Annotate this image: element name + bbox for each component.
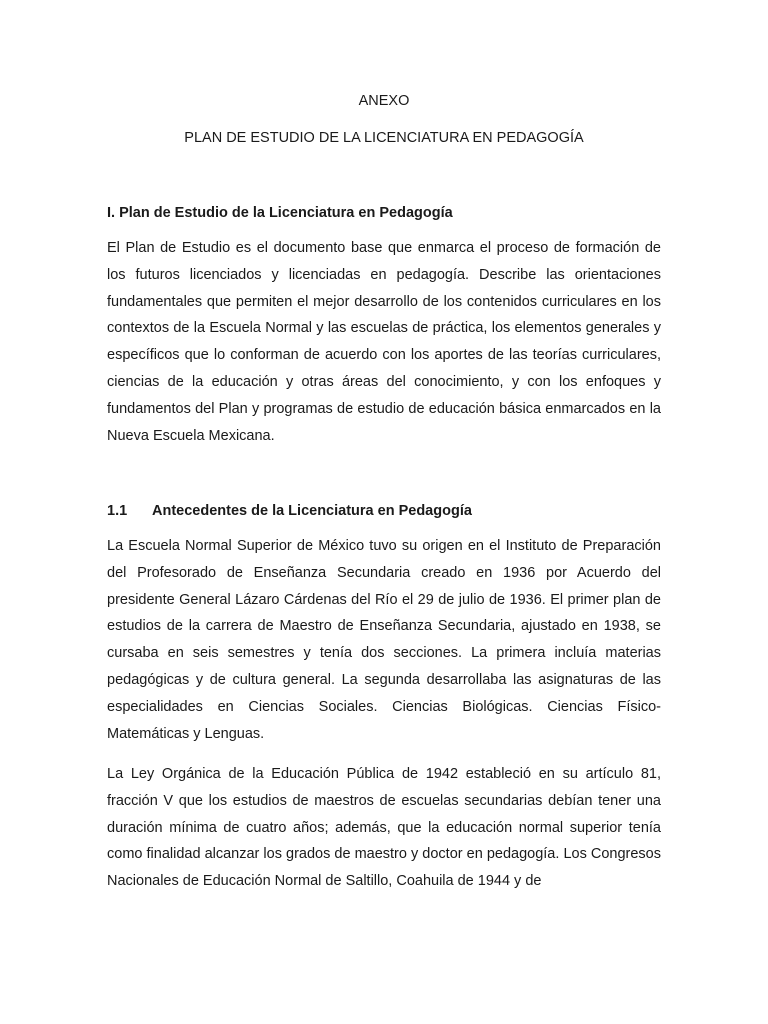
plan-title: PLAN DE ESTUDIO DE LA LICENCIATURA EN PEDAGOGÍA	[184, 130, 584, 146]
section-number: 1.1	[107, 503, 128, 519]
section-heading-1: I. Plan de Estudio de la Licenciatura en Pedagogía	[107, 205, 453, 221]
section-heading-1-1	[107, 501, 472, 521]
section-title: Antecedentes de la Licenciatura en Pedagogía	[152, 503, 472, 519]
section-1-paragraph: El Plan de Estudio es el documento base que enmarca el proceso de formación de los futuros licenciados y licenciadas en pedagogía. Describe las orientaciones fundamentales que permiten el mejor desarrollo de los contenidos curriculares en los contextos de la Escuela Normal y las escuelas de práctica, los elementos generales y específicos que lo conforman de acuerdo con los aportes de las teorías curriculares, ciencias de la educación y otras áreas del conocimiento, y con los enfoques y fundamentos del Plan y programas de estudio de educación básica enmarcados en la Nueva Escuela Mexicana.	[107, 240, 661, 444]
section-1-1-paragraph-2: La Ley Orgánica de la Educación Pública de 1942 estableció en su artículo 81, fracción V que los estudios de maestros de escuelas secundarias debían tener una duración mínima de cuatro años; además, que la educación normal superior tenía como finalidad alcanzar los grados de maestro y doctor en pedagogía. Los Congresos Nacionales de Educación Normal de Saltillo, Coahuila de 1944 y de	[107, 766, 661, 890]
section-1-1-paragraph-1: La Escuela Normal Superior de México tuvo su origen en el Instituto de Preparación del Profesorado de Enseñanza Secundaria creado en 1936 por Acuerdo del presidente General Lázaro Cárdenas del Río el 29 de julio de 1936. El primer plan de estudios de la carrera de Maestro de Enseñanza Secundaria, ajustado en 1938, se cursaba en seis semestres y tenía dos secciones. La primera incluía materias pedagógicas y de cultura general. La segunda desarrollaba las asignaturas de las especialidades en Ciencias Sociales. Ciencias Biológicas. Ciencias Físico-Matemáticas y Lenguas.	[107, 538, 661, 742]
annex-label: ANEXO	[358, 93, 410, 109]
document-page	[107, 0, 661, 1024]
